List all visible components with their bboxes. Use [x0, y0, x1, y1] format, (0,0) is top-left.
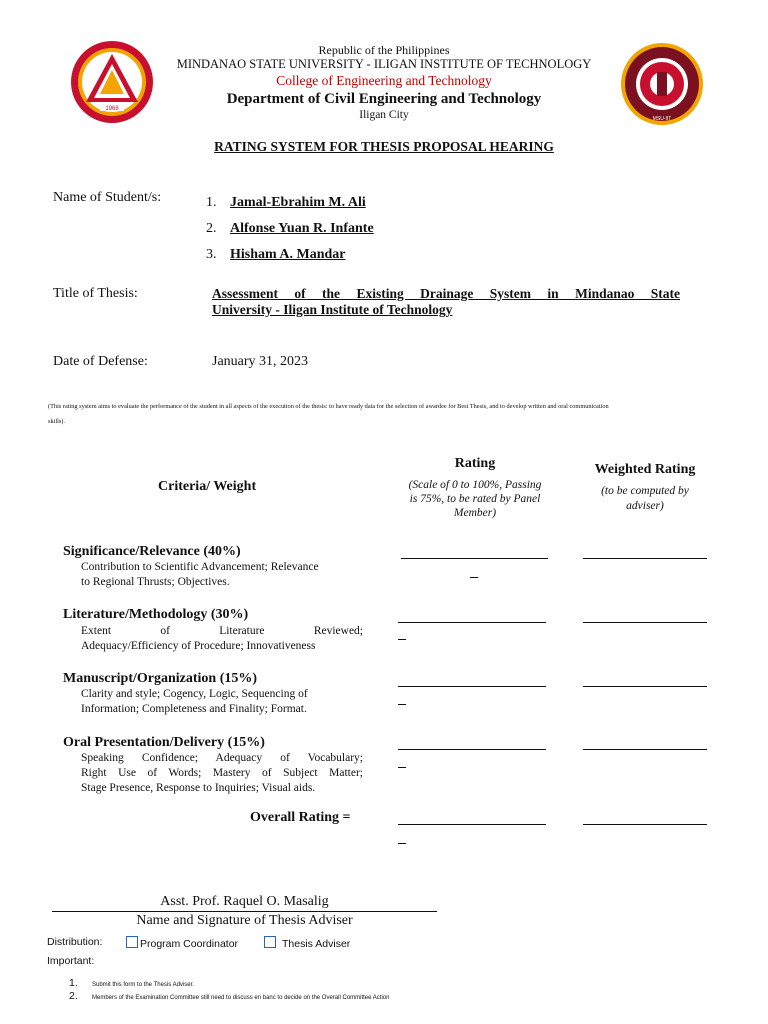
- defense-date: January 31, 2023: [212, 354, 309, 369]
- important-item: 1. Submit this form to the Thesis Adviser.: [69, 977, 194, 989]
- note-line1: (This rating system aims to evaluate the performance of the student in all aspects of the execution of the thesis: to have ready data for the selection of awardee for Best Thesis, and to develop written and oral communication: [48, 403, 609, 410]
- student-item: 1. Jamal-Ebrahim M. Ali: [206, 195, 366, 210]
- overall-weighted-input-line[interactable]: [583, 824, 707, 825]
- adviser-caption: Name and Signature of Thesis Adviser: [136, 913, 353, 928]
- note-line2: skills).: [48, 418, 65, 425]
- msu-iit-seal-icon: [70, 40, 154, 124]
- rating-input-line-tail: [398, 639, 406, 640]
- adviser-name: Asst. Prof. Raquel O. Masalig: [160, 894, 329, 909]
- rating-header: Rating: [454, 456, 496, 471]
- student-list: [206, 195, 374, 273]
- student-item: 3. Hisham A. Mandar: [206, 247, 346, 262]
- college-seal-logo: [620, 42, 704, 126]
- criterion-title: Significance/Relevance (40%): [63, 544, 241, 559]
- important-label: Important:: [47, 955, 95, 967]
- important-item-text: Members of the Examination Committee still need to discuss en banc to decide on the Overall Committee Action: [92, 995, 390, 1001]
- thesis-title-line1: Assessment of the Existing Drainage System in Mindanao State: [212, 286, 680, 301]
- weighted-input-line[interactable]: [583, 686, 707, 687]
- thesis-title-line2: University - Iligan Institute of Technology: [212, 302, 453, 317]
- rating-subtext: Member): [453, 507, 497, 519]
- distribution-option-program-coordinator[interactable]: [126, 936, 238, 950]
- criterion-title: Manuscript/Organization (15%): [63, 671, 258, 686]
- checkbox[interactable]: [264, 936, 276, 948]
- weighted-input-line[interactable]: [583, 558, 707, 559]
- rating-input-line[interactable]: [398, 749, 546, 750]
- criterion-desc: Information; Completeness and Finality; Format.: [81, 703, 307, 715]
- defense-label: Date of Defense:: [53, 354, 148, 369]
- weighted-rating-header: Weighted Rating: [594, 462, 696, 477]
- important-item-text: Submit this form to the Thesis Adviser.: [92, 982, 194, 988]
- weighted-input-line[interactable]: [583, 749, 707, 750]
- department-name: Department of Civil Engineering and Technology: [226, 91, 542, 107]
- form-title: RATING SYSTEM FOR THESIS PROPOSAL HEARING: [214, 139, 554, 154]
- students-label: Name of Student/s:: [53, 190, 162, 205]
- criterion-desc: Right Use of Words; Mastery of Subject Matter;: [81, 767, 363, 779]
- student-name: Jamal-Ebrahim M. Ali: [230, 195, 366, 210]
- student-name: Alfonse Yuan R. Infante: [230, 221, 374, 236]
- rating-input-line[interactable]: [398, 622, 546, 623]
- criterion-desc: Speaking Confidence; Adequacy of Vocabulary;: [81, 752, 363, 764]
- student-item: 2. Alfonse Yuan R. Infante: [206, 221, 374, 236]
- criterion-desc: Extent of Literature Reviewed;: [81, 625, 363, 637]
- criterion-desc: to Regional Thrusts; Objectives.: [81, 576, 230, 588]
- rating-input-line-tail: [398, 767, 406, 768]
- weighted-subtext: (to be computed by: [601, 485, 689, 497]
- checkbox[interactable]: [126, 936, 138, 948]
- signature-line[interactable]: [52, 911, 437, 912]
- weighted-input-line[interactable]: [583, 622, 707, 623]
- college-seal-icon: [620, 42, 704, 126]
- criterion-title: Oral Presentation/Delivery (15%): [63, 735, 265, 750]
- criterion-desc: Clarity and style; Cogency, Logic, Sequencing of: [81, 688, 308, 700]
- criterion-title: Literature/Methodology (30%): [63, 607, 249, 622]
- distribution-option-thesis-adviser[interactable]: [264, 936, 350, 950]
- overall-rating-input-line-tail: [398, 843, 406, 844]
- criteria-header: Criteria/ Weight: [158, 479, 257, 494]
- rating-subtext: is 75%, to be rated by Panel: [409, 493, 541, 505]
- important-item: 2. Members of the Examination Committee still need to discuss en banc to decide on the Overall Committee Action: [69, 990, 390, 1002]
- logo-sub-text: MSU-IIT: [652, 116, 672, 122]
- rating-input-line-tail: [470, 577, 478, 578]
- rating-input-line-tail: [398, 704, 406, 705]
- rating-subtext: (Scale of 0 to 100%, Passing: [408, 479, 542, 491]
- overall-rating-label: Overall Rating =: [250, 810, 351, 825]
- rating-input-line[interactable]: [398, 686, 546, 687]
- distribution-label: Distribution:: [47, 936, 103, 948]
- option-label: Thesis Adviser: [282, 938, 351, 950]
- criterion-desc: Stage Presence, Response to Inquiries; Visual aids.: [81, 782, 316, 794]
- logo-year-text: 1968: [105, 106, 119, 112]
- republic-text: Republic of the Philippines: [318, 43, 450, 57]
- student-name: Hisham A. Mandar: [230, 247, 346, 262]
- criterion-desc: Adequacy/Efficiency of Procedure; Innovativeness: [81, 640, 316, 652]
- msu-iit-seal-logo: [70, 40, 154, 124]
- rating-input-line[interactable]: [401, 558, 548, 559]
- criterion-desc: Contribution to Scientific Advancement; Relevance: [81, 561, 319, 573]
- weighted-subtext: adviser): [626, 500, 664, 512]
- city-text: Iligan City: [359, 109, 409, 121]
- thesis-label: Title of Thesis:: [53, 286, 138, 301]
- university-name: MINDANAO STATE UNIVERSITY - ILIGAN INSTITUTE OF TECHNOLOGY: [176, 57, 592, 71]
- overall-rating-input-line[interactable]: [398, 824, 546, 825]
- college-name: College of Engineering and Technology: [276, 73, 492, 88]
- option-label: Program Coordinator: [140, 938, 239, 950]
